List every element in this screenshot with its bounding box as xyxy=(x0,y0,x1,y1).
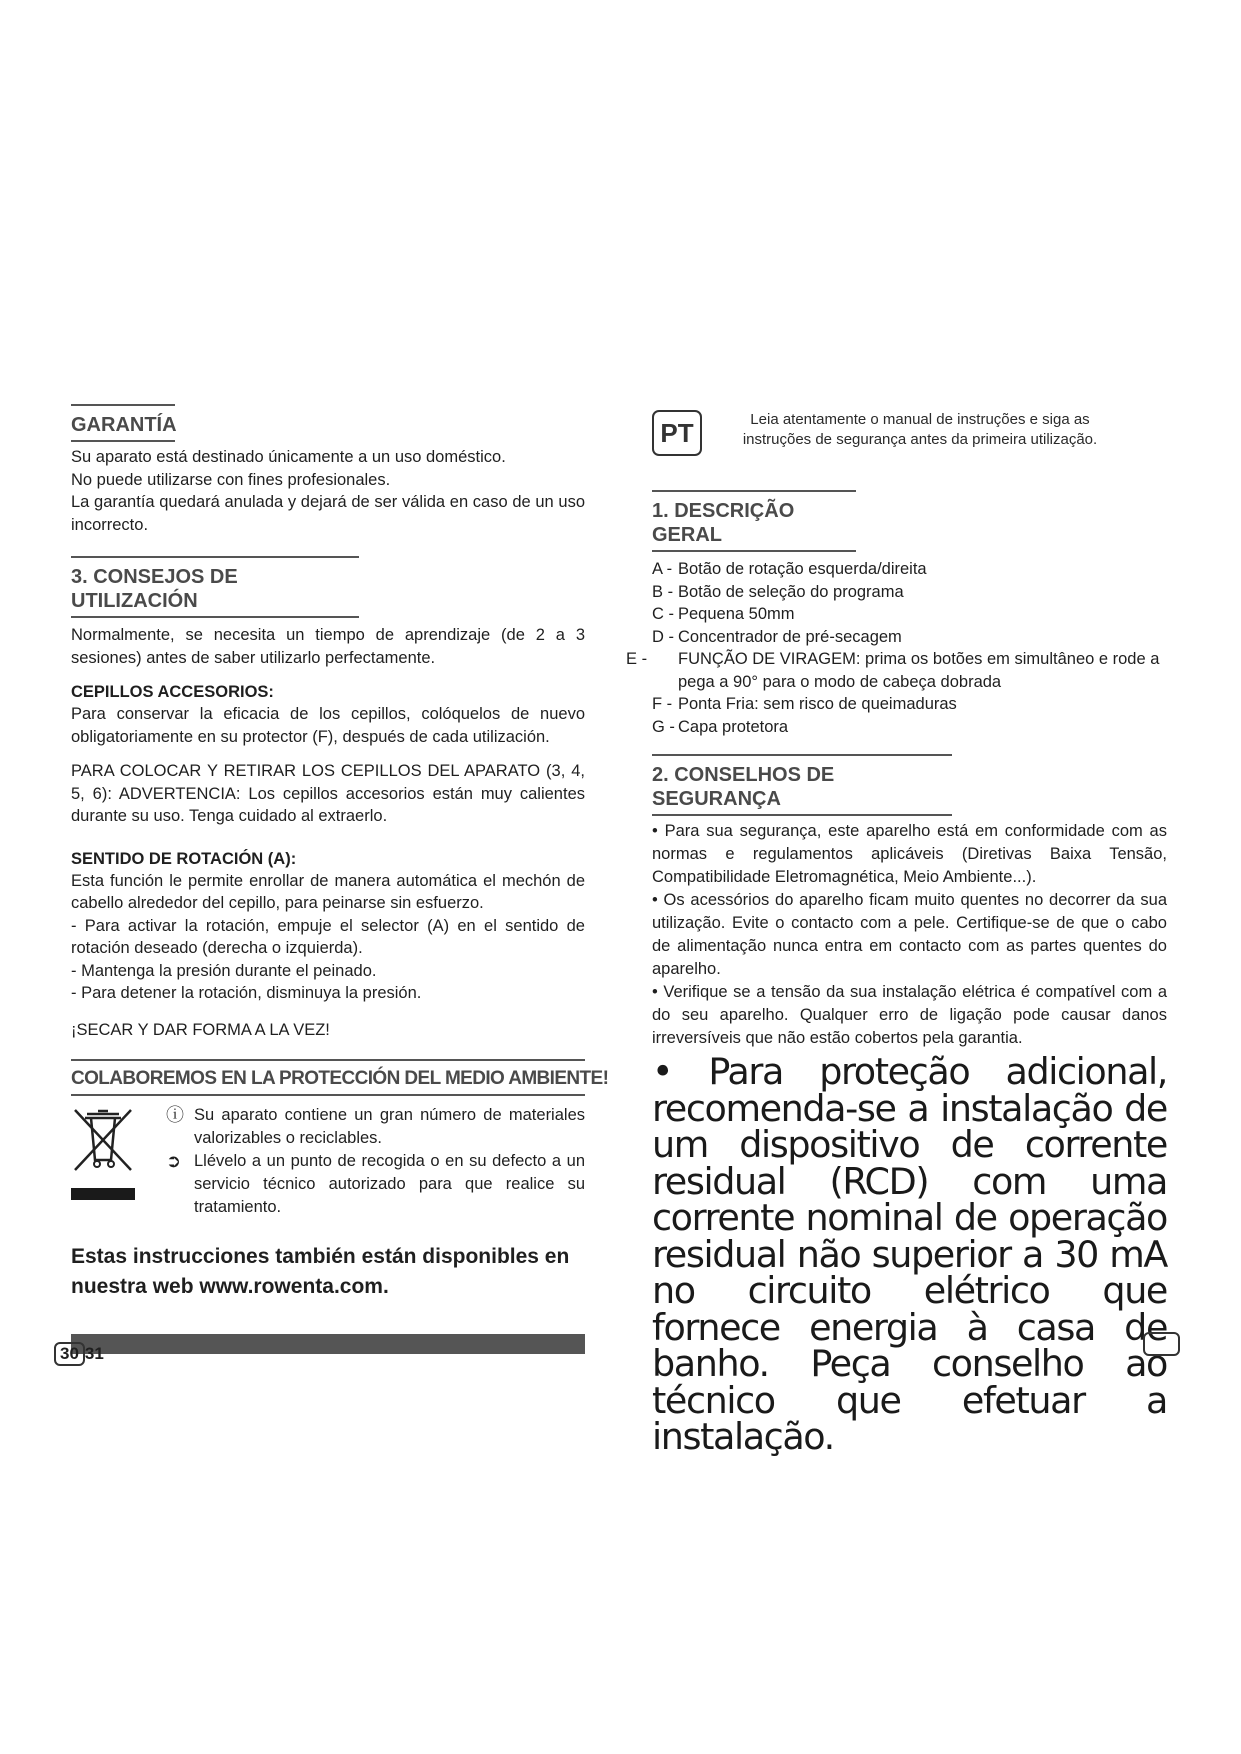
item-label: E - xyxy=(626,650,648,668)
garantia-line: Su aparato está destinado únicamente a un uso doméstico. xyxy=(71,448,506,466)
list-item xyxy=(652,693,1167,716)
conselhos-heading: 2. CONSELHOS DE SEGURANÇA xyxy=(652,754,952,816)
rotacion-line: - Para detener la rotación, disminuya la presión. xyxy=(71,984,422,1002)
consejos-intro: Normalmente, se necesita un tiempo de aprendizaje (de 2 a 3 sesiones) antes de saber utilizarlo perfectamente. xyxy=(71,626,585,667)
garantia-line: La garantía quedará anulada y dejará de ser válida en caso de un uso incorrecto. xyxy=(71,493,585,534)
page-number-right: 31 xyxy=(84,1344,104,1363)
item-text: FUNÇÃO DE VIRAGEM: prima os botões em simultâneo e rode a pega a 90° para o modo de cabeça dobrada xyxy=(678,650,1160,691)
ambiente-item xyxy=(166,1104,585,1150)
ambiente-text xyxy=(166,1104,585,1219)
item-text: Capa protetora xyxy=(678,717,789,736)
right-column xyxy=(626,490,1167,1458)
list-item xyxy=(652,716,1167,739)
list-item xyxy=(652,581,1167,604)
cepillos-title: CEPILLOS ACCESORIOS: xyxy=(71,683,274,701)
ambiente-item xyxy=(166,1150,585,1219)
footer-bar xyxy=(71,1334,585,1354)
language-badge: PT xyxy=(652,410,702,456)
cepillos-text: Para conservar la eficacia de los cepillos, colóquelos de nuevo obligatoriamente en su protector (F), después de cada utilización. xyxy=(71,705,585,746)
rotacion-line: - Para activar la rotación, empuje el selector (A) en el sentido de rotación deseado (derecha o izquierda). xyxy=(71,916,585,957)
item-text: Concentrador de pré-secagem xyxy=(678,627,902,646)
item-text: Pequena 50mm xyxy=(678,605,795,623)
rotacion-line: Esta función le permite enrollar de manera automática el mechón de cabello alrededor del cepillo, para peinarse sin esfuerzo. xyxy=(71,871,585,912)
secar-text: ¡SECAR Y DAR FORMA A LA VEZ! xyxy=(71,1020,330,1039)
item-text: Ponta Fria: sem risco de queimaduras xyxy=(678,695,957,713)
ambiente-heading: COLABOREMOS EN LA PROTECCIÓN DEL MEDIO AMBIENTE! xyxy=(71,1059,585,1096)
list-item xyxy=(626,648,1167,693)
ambiente-block xyxy=(71,1104,585,1234)
colocar-text: PARA COLOCAR Y RETIRAR LOS CEPILLOS DEL APARATO (3, 4, 5, 6): ADVERTENCIA: Los cepillos accesorios están muy calientes durante su uso. Tenga cuidado al extraerlo. xyxy=(71,762,585,825)
page-number xyxy=(54,1342,104,1366)
rotacion-line: - Mantenga la presión durante el peinado. xyxy=(71,961,377,980)
ambiente-item-text: Llévelo a un punto de recogida o en su defecto a un servicio técnico autorizado para que realice su tratamiento. xyxy=(194,1152,585,1216)
item-label: B - xyxy=(652,582,674,601)
item-label: G - xyxy=(652,717,675,736)
garantia-heading: GARANTÍA xyxy=(71,404,175,442)
safety-bullet: • Para sua segurança, este aparelho está em conformidade com as normas e regulamentos aplicáveis (Diretivas Baixa Tensão, Compatibilidade Eletromagnética, Meio Ambiente...). xyxy=(652,822,1167,886)
rcd-notice: • Para proteção adicional, recomenda-se a instalação de um dispositivo de corrente residual (RCD) com uma corrente nominal de operação residual não superior a 30 mA no circuito elétrico que fornece energia à casa de banho. Peça conselho ao técnico que efetuar a instalação. xyxy=(652,1050,1167,1458)
list-item xyxy=(652,603,1167,626)
item-label: D - xyxy=(652,627,674,646)
ambiente-item-text: Su aparato contiene un gran número de materiales valorizables o reciclables. xyxy=(194,1106,585,1147)
safety-bullet: • Verifique se a tensão da sua instalação elétrica é compatível com a do seu aparelho. Qualquer erro de ligação pode causar danos irreversíveis que não estão cobertos pela garantia. xyxy=(652,983,1167,1047)
page-number-left: 30 xyxy=(54,1342,85,1366)
garantia-line: No puede utilizarse con fines profesionales. xyxy=(71,470,391,489)
item-label: A - xyxy=(652,560,673,578)
pt-intro: Leia atentamente o manual de instruções e siga as instruções de segurança antes da primeira utilização. xyxy=(742,411,1098,448)
info-icon: ⓘ xyxy=(166,1105,184,1125)
crossed-bin-icon xyxy=(71,1104,135,1208)
descricao-heading: 1. DESCRIÇÃO GERAL xyxy=(652,490,856,552)
item-label: F - xyxy=(652,695,673,713)
descricao-list xyxy=(626,558,1167,738)
conselhos-list xyxy=(652,820,1167,1050)
item-text: Botão de rotação esquerda/direita xyxy=(678,560,927,578)
rotacion-title: SENTIDO DE ROTACIÓN (A): xyxy=(71,849,297,868)
item-label: C - xyxy=(652,605,674,623)
consejos-heading: 3. CONSEJOS DE UTILIZACIÓN xyxy=(71,556,359,618)
list-item xyxy=(652,626,1167,649)
item-text: Botão de seleção do programa xyxy=(678,582,904,601)
list-item xyxy=(652,558,1167,581)
page-number-box xyxy=(1143,1332,1180,1356)
web-note: Estas instrucciones también están disponibles en nuestra web www.rowenta.com. xyxy=(71,1245,570,1298)
safety-bullet: • Os acessórios do aparelho ficam muito quentes no decorrer da sua utilização. Evite o contacto com a pele. Certifique-se de que o cabo de alimentação nunca entra em contacto com as partes quentes do aparelho. xyxy=(652,891,1167,978)
left-column xyxy=(71,404,609,1354)
arrow-icon: ➲ xyxy=(166,1151,182,1171)
